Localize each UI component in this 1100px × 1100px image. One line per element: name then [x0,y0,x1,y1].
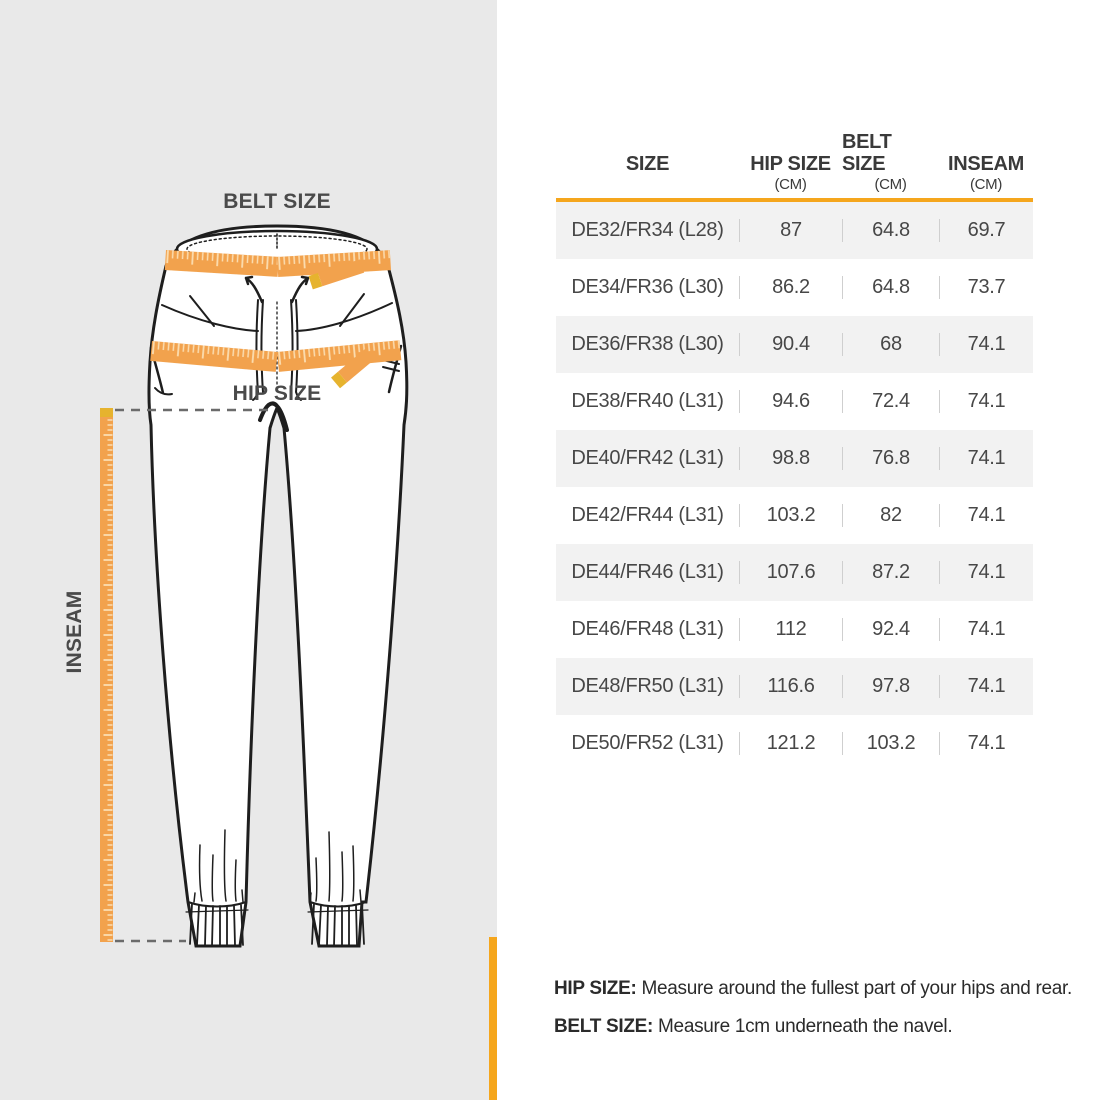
belt-size-note: BELT SIZE: Measure 1cm underneath the navel. [554,1016,953,1037]
belt-size-cell: 92.4 [842,618,939,641]
size-cell: DE36/FR38 (L30) [571,333,724,355]
inseam-cell: 74.1 [939,504,1033,527]
hip-size-note: HIP SIZE: Measure around the fullest part of your hips and rear. [554,978,1073,999]
hip-size-cell: 121.2 [739,732,842,755]
column-header-inseam: INSEAM (CM) [948,153,1024,193]
pants-outline [149,226,407,946]
table-row [556,544,1033,601]
size-cell: DE46/FR48 (L31) [571,618,724,640]
hip-size-cell: 107.6 [739,561,842,584]
table-row [556,487,1033,544]
table-row [556,601,1033,658]
inseam-cell: 74.1 [939,618,1033,641]
size-cell: DE40/FR42 (L31) [571,447,724,469]
table-row [556,658,1033,715]
size-table-header [556,131,1033,194]
inseam-cell: 74.1 [939,447,1033,470]
belt-size-cell: 64.8 [842,219,939,242]
table-row [556,259,1033,316]
belt-size-cell: 72.4 [842,390,939,413]
size-table-body [556,202,1033,772]
size-cell: DE38/FR40 (L31) [571,390,724,412]
table-row [556,316,1033,373]
belt-size-cell: 68 [842,333,939,356]
column-header-hip-size: HIP SIZE (CM) [750,153,831,193]
inseam-cell: 74.1 [939,675,1033,698]
measurement-notes [554,970,1072,1046]
inseam-label: INSEAM [63,590,86,674]
hip-size-cell: 112 [739,618,842,641]
table-row [556,202,1033,259]
inseam-cell: 74.1 [939,390,1033,413]
belt-size-cell: 76.8 [842,447,939,470]
table-row [556,430,1033,487]
size-cell: DE50/FR52 (L31) [571,732,724,754]
pants-diagram [0,0,497,1100]
size-cell: DE32/FR34 (L28) [571,219,724,241]
accent-bar [489,937,497,1100]
table-row [556,373,1033,430]
hip-size-cell: 90.4 [739,333,842,356]
table-row [556,715,1033,772]
column-header-belt-size: BELT SIZE (CM) [842,131,907,193]
belt-size-cell: 87.2 [842,561,939,584]
inseam-cell: 74.1 [939,732,1033,755]
belt-size-cell: 82 [842,504,939,527]
inseam-tape [100,408,113,942]
size-table [556,131,1033,772]
hip-size-label: HIP SIZE [232,382,322,405]
size-cell: DE48/FR50 (L31) [571,675,724,697]
inseam-cell: 74.1 [939,561,1033,584]
hip-size-cell: 116.6 [739,675,842,698]
belt-size-cell: 103.2 [842,732,939,755]
hip-size-cell: 98.8 [739,447,842,470]
hip-size-cell: 86.2 [739,276,842,299]
inseam-cell: 74.1 [939,333,1033,356]
illustration-panel [0,0,497,1100]
inseam-cell: 73.7 [939,276,1033,299]
hip-size-cell: 87 [739,219,842,242]
hip-size-cell: 103.2 [739,504,842,527]
size-cell: DE44/FR46 (L31) [571,561,724,583]
inseam-cell: 69.7 [939,219,1033,242]
belt-size-cell: 64.8 [842,276,939,299]
belt-size-label: BELT SIZE [223,190,331,213]
size-cell: DE42/FR44 (L31) [571,504,724,526]
column-header-size: SIZE [625,153,670,175]
hip-size-cell: 94.6 [739,390,842,413]
belt-size-cell: 97.8 [842,675,939,698]
size-cell: DE34/FR36 (L30) [571,276,724,298]
